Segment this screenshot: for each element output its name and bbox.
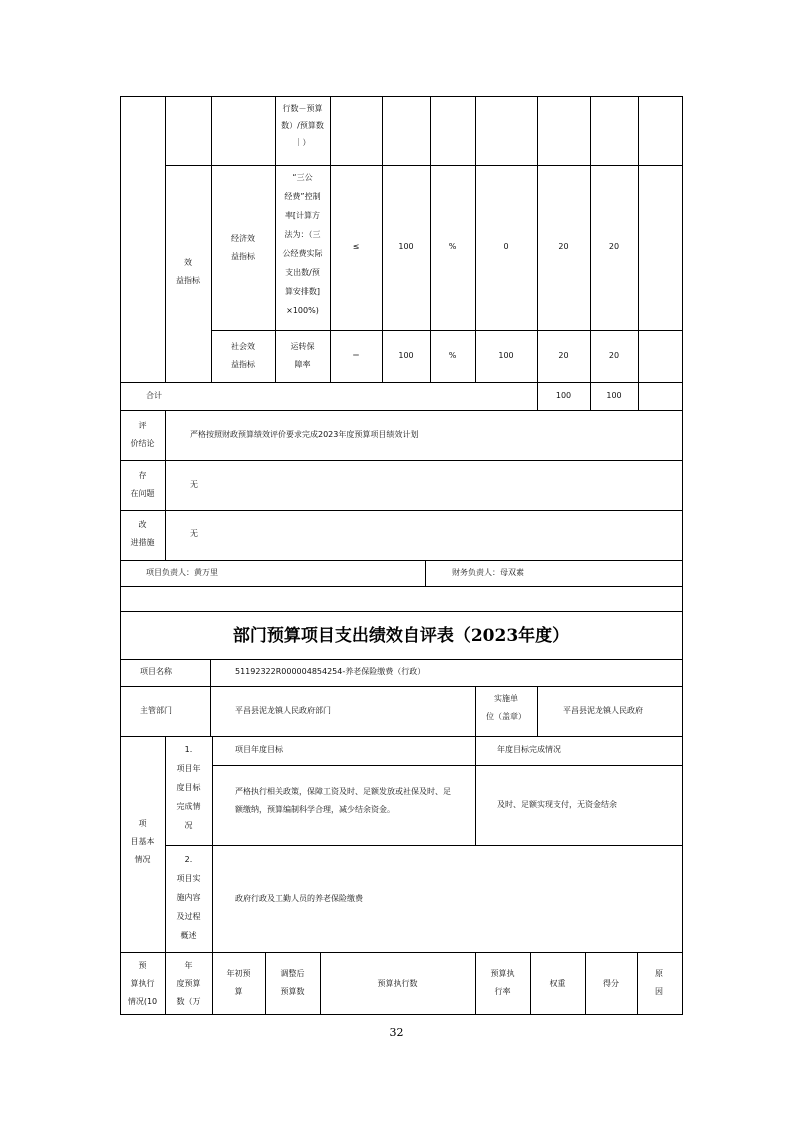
weight-header: 权重 [549,979,566,988]
project-head: 项目负责人：黄万里 [146,568,218,577]
weight-value: 20 [558,242,569,251]
form-title: 部门预算项目支出绩效自评表（2023年度） [232,626,570,646]
conclusion-label: 评 价结论 [130,421,155,448]
impl-unit-label: 实施单 位（盖章） [486,694,526,721]
page-number: 32 [389,1026,404,1039]
target-value: 100 [398,242,414,251]
annual-goal-text: 严格执行相关政策，保障工资及时、足额发放或社保及时、足 额缴纳，预算编制科学合理，减少结余资金。 [235,787,451,814]
score-header: 得分 [603,979,619,988]
operation-guarantee-indicator: 运转保 障率 [290,342,315,369]
basic-info-label: 项 目基本 情况 [130,819,155,864]
initial-budget-header: 年初预 算 [226,969,251,996]
score-value: 20 [608,242,620,251]
project-name-value: 51192322R000004854254-养老保险缴费（行政） [235,667,426,676]
unit-value: % [448,242,457,251]
operator-lte: ≤ [352,242,360,251]
impl-text: 政府行政及工勤人员的养老保险缴费 [235,894,363,903]
executed-header: 预算执行数 [377,979,418,988]
social-benefit-label: 社会效 益指标 [231,342,255,369]
formula-continuation: 行数－预算 数）/预算数 ｜） [281,104,324,147]
weight-value: 20 [558,351,569,360]
score-value: 20 [608,351,620,360]
impl-unit-value: 平昌县泥龙镇人民政府 [563,706,643,715]
actual-value: 0 [503,242,509,251]
budget-label: 预 算执行 情况(10 [127,961,158,1006]
completion-text: 及时、足额实现支付，无资金结余 [497,800,617,809]
actual-value: 100 [498,351,514,360]
economic-benefit-label: 经济效 益指标 [231,234,255,261]
total-label: 合计 [146,391,162,400]
three-public-expenses-indicator: “三公 经费”控制 率[计算方 法为：（三 公经费实际 支出数/预 算安排数] ×100%) [282,173,323,315]
budget-sub-label: 年 度预算 数（万 [176,961,201,1006]
benefit-indicator-label: 效 益指标 [176,258,200,285]
reason-header: 原 因 [655,969,663,996]
impl-section-label: 2. 项目实 施内容 及过程 概述 [176,855,201,940]
completion-header: 年度目标完成情况 [497,745,561,754]
unit-value: % [448,351,457,360]
total-score: 100 [606,391,622,400]
project-name-label: 项目名称 [140,667,172,676]
conclusion-value: 严格按照财政预算绩效评价要求完成2023年度预算项目绩效计划 [190,430,419,439]
measures-value: 无 [190,529,198,538]
dept-label: 主管部门 [140,706,172,715]
finance-head: 财务负责人：母双素 [452,568,524,577]
execution-rate-header: 预算执 行率 [490,969,515,996]
problems-value: 无 [190,480,198,489]
dept-value: 平昌县泥龙镇人民政府部门 [235,706,331,715]
target-section-label: 1. 项目年 度目标 完成情 况 [176,745,201,830]
target-value: 100 [398,351,414,360]
problems-label: 存 在问题 [130,471,155,498]
measures-label: 改 进措施 [130,520,155,547]
adjusted-budget-header: 调整后 预算数 [280,969,305,996]
annual-goal-header: 项目年度目标 [235,745,283,754]
total-weight: 100 [555,391,572,400]
operator-eq: ＝ [352,351,360,360]
